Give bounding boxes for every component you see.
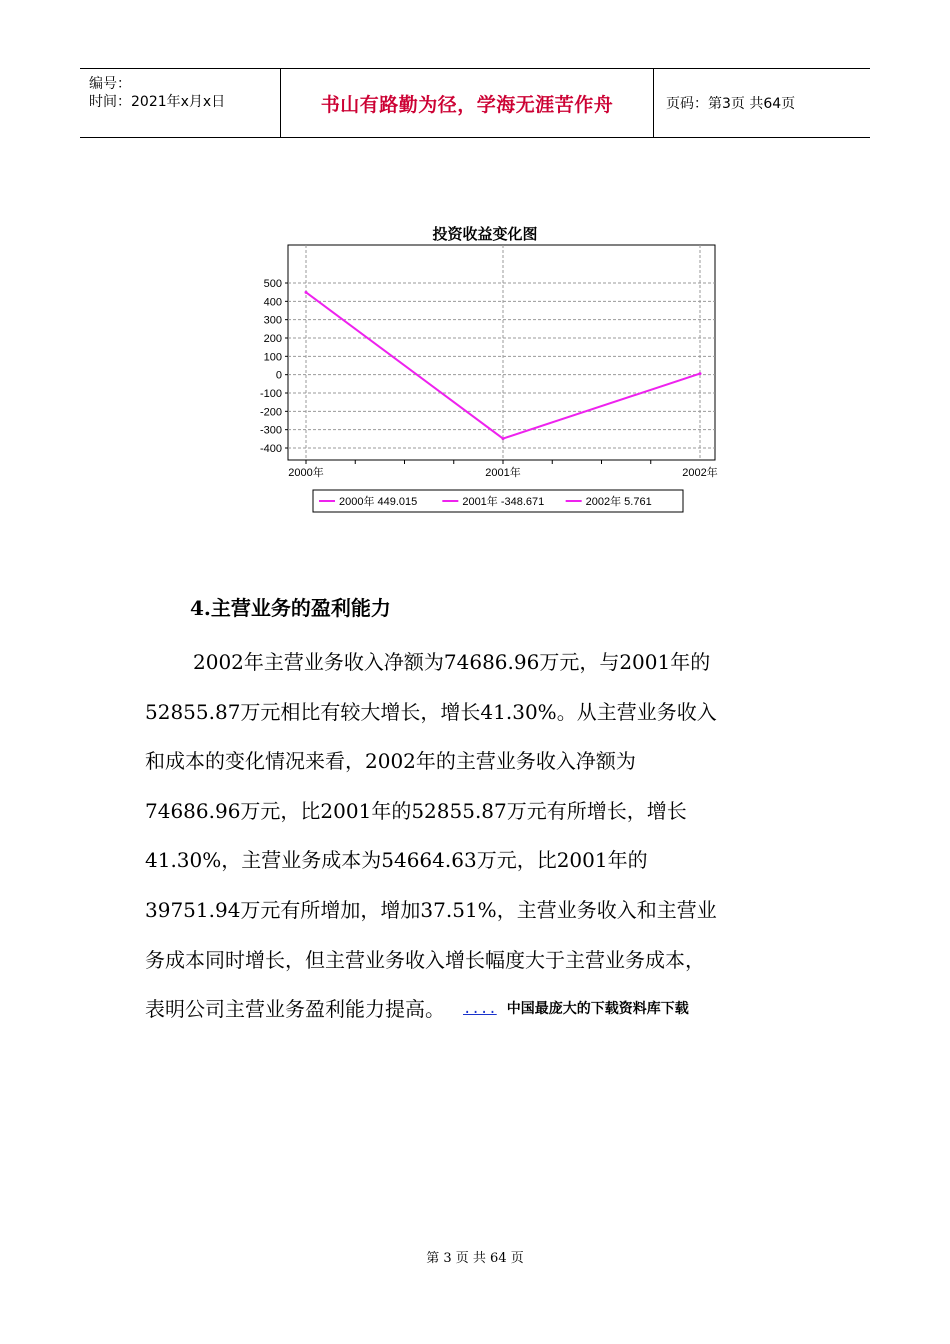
data-point [699,372,702,375]
y-tick-label: -200 [259,406,282,419]
paragraph-line: 务成本同时增长，但主营业务收入增长幅度大于主营业务成本， [145,947,705,972]
x-tick-label: 2001年 [485,467,521,479]
download-text: 中国最庞大的下载资料库下载 [506,1001,689,1018]
paragraph-line [145,985,810,1035]
section-title: 4.主营业务的盈利能力 [190,596,391,620]
paragraph-last-text: 表明公司主营业务盈利能力提高。 [145,997,445,1022]
paragraph-line: 和成本的变化情况来看，2002年的主营业务收入净额为 [145,749,636,774]
y-tick-label: 100 [263,351,282,364]
plot-area [288,245,715,460]
body-paragraph [145,638,810,1035]
data-point [305,291,308,294]
header-page-cell [654,69,870,137]
y-tick-label: -400 [259,443,282,455]
page-footer: 第 3 页 共 64 页 [426,1251,524,1266]
header-info-cell [80,69,281,137]
y-tick-label: 400 [263,296,282,309]
legend-label: 2001年 -348.671 [462,496,545,508]
paragraph-line: 41.30%，主营业务成本为54664.63万元，比2001年的 [145,848,648,873]
time-label: 时间：2021年x月x日 [89,94,226,110]
number-label: 编号： [89,76,131,92]
y-tick-label: -300 [259,424,282,437]
chart-title: 投资收益变化图 [432,226,538,243]
paragraph-line: 52855.87万元相比有较大增长，增长41.30%。从主营业务收入 [145,699,717,724]
legend-label: 2002年 5.761 [585,496,652,508]
y-tick-label: 300 [263,314,282,327]
page-code: 页码：第3页 共64页 [666,96,796,112]
x-tick-label: 2000年 [288,467,324,479]
header-motto-cell [281,69,654,137]
chart-svg [240,215,730,520]
y-tick-label: 200 [263,333,282,345]
paragraph-line: 2002年主营业务收入净额为74686.96万元，与2001年的 [193,650,711,674]
investment-chart [240,215,730,520]
motto: 书山有路勤为径，学海无涯苦作舟 [320,93,614,116]
paragraph-line: 39751.94万元有所增加，增加37.51%，主营业务收入和主营业 [145,897,717,922]
header-table [80,68,870,138]
y-tick-label: 500 [263,278,282,290]
data-point [502,437,505,440]
paragraph-line: 74686.96万元，比2001年的52855.87万元有所增长，增长 [145,798,687,823]
more-link[interactable]: .... [463,1001,497,1018]
y-tick-label: 0 [275,369,282,382]
x-tick-label: 2002年 [682,467,718,479]
legend-label: 2000年 449.015 [339,496,418,508]
y-tick-label: -100 [259,388,282,400]
